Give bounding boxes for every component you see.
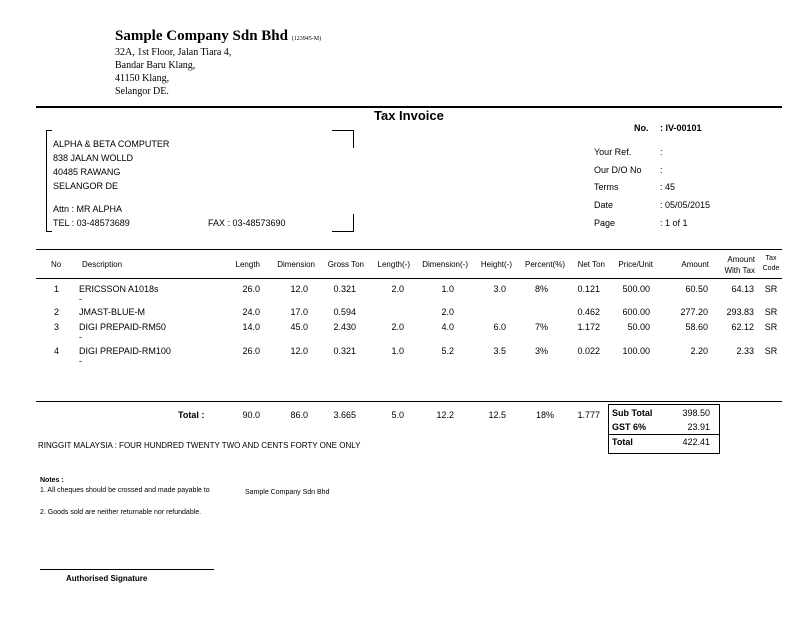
cell-height-minus: 3.5 [493, 346, 506, 356]
info-label-page: Page [594, 218, 616, 228]
customer-bracket-right-bottom [353, 214, 354, 232]
col-header-dimension: Dimension [277, 260, 315, 269]
total-length: 90.0 [242, 410, 260, 420]
notes-line-1: 1. All cheques should be crossed and made payable to [40, 487, 210, 494]
cell-description-sub: - [79, 332, 82, 342]
cell-net-ton: 1.172 [577, 322, 600, 332]
customer-address-line: SELANGOR DE [53, 181, 119, 191]
col-header-amount-with-tax-line: With Tax [724, 266, 755, 275]
cell-description-sub: - [79, 356, 82, 366]
col-header-length: Length [235, 260, 260, 269]
cell-amount: 277.20 [680, 307, 708, 317]
grand-total-value: 422.41 [682, 437, 710, 447]
info-label-do-no: Our D/O No [594, 165, 642, 175]
cell-tax-code: SR [764, 322, 778, 332]
total-dimension-minus: 12.2 [436, 410, 454, 420]
cell-amount: 2.20 [690, 346, 708, 356]
table-header-top-line [36, 249, 782, 250]
customer-block [53, 137, 169, 193]
gst-value: 23.91 [687, 422, 710, 432]
cell-dimension-minus: 1.0 [441, 284, 454, 294]
customer-bracket-tr [332, 130, 354, 131]
signature-line [40, 569, 214, 570]
info-value-page: : 1 of 1 [660, 218, 688, 228]
col-header-net-ton: Net Ton [577, 260, 605, 269]
info-label-terms: Terms [594, 182, 619, 192]
totals-box-divider [608, 434, 719, 435]
company-address-line: Bandar Baru Klang, [115, 60, 196, 71]
col-header-dimension-minus: Dimension(-) [422, 260, 468, 269]
company-name: Sample Company Sdn Bhd (123945-M) [115, 28, 322, 44]
total-label: Total : [178, 410, 205, 420]
cell-dimension-minus: 5.2 [441, 346, 454, 356]
col-header-tax-code [758, 254, 784, 274]
cell-amount-with-tax: 64.13 [731, 284, 754, 294]
cell-no: 3 [54, 322, 60, 332]
cell-amount: 60.50 [685, 284, 708, 294]
info-value-do-no: : [660, 165, 663, 175]
cell-tax-code: SR [764, 346, 778, 356]
info-value-terms: : 45 [660, 182, 676, 192]
col-header-amount-with-tax-line: Amount [727, 255, 755, 264]
document-title: Tax Invoice [374, 108, 444, 123]
notes-title: Notes : [40, 477, 64, 484]
info-label-your-ref: Your Ref. [594, 147, 632, 157]
grand-total-label: Total [612, 437, 633, 447]
cell-net-ton: 0.462 [577, 307, 600, 317]
invoice-no-label: No. [634, 123, 649, 133]
info-value-your-ref: : [660, 147, 663, 157]
col-header-tax-code-line: Tax [765, 255, 777, 262]
cell-gross-ton: 0.321 [333, 346, 356, 356]
cell-dimension: 17.0 [290, 307, 308, 317]
col-header-price-unit: Price/Unit [618, 260, 653, 269]
cell-length-minus: 1.0 [391, 346, 404, 356]
cell-amount: 58.60 [685, 322, 708, 332]
col-header-length-minus: Length(-) [377, 260, 410, 269]
cell-price-unit: 100.00 [622, 346, 650, 356]
total-dimension: 86.0 [290, 410, 308, 420]
total-percent: 18% [535, 410, 554, 420]
table-header-bottom-line [36, 278, 782, 279]
col-header-amount-with-tax [709, 254, 755, 276]
info-value-date: : 05/05/2015 [660, 200, 711, 210]
cell-description: DIGI PREPAID-RM100 [79, 346, 171, 356]
cell-no: 4 [54, 346, 60, 356]
customer-bracket-bl [46, 231, 52, 232]
col-header-no: No [51, 260, 62, 269]
cell-tax-code: SR [764, 307, 778, 317]
cell-length: 24.0 [242, 307, 260, 317]
cell-tax-code: SR [764, 284, 778, 294]
cell-description: JMAST-BLUE-M [79, 307, 146, 317]
invoice-no-value: : IV-00101 [660, 123, 702, 133]
sub-total-value: 398.50 [682, 408, 710, 418]
cell-length: 26.0 [242, 284, 260, 294]
total-net-ton: 1.777 [577, 410, 600, 420]
cell-gross-ton: 2.430 [333, 322, 356, 332]
cell-amount-with-tax: 2.33 [736, 346, 754, 356]
cell-description-sub: - [79, 294, 82, 304]
customer-name: ALPHA & BETA COMPUTER [53, 139, 170, 149]
customer-address-line: 838 JALAN WOLLD [53, 153, 134, 163]
cell-price-unit: 50.00 [627, 322, 650, 332]
col-header-tax-code-line: Code [762, 265, 780, 272]
customer-bracket-tl [46, 130, 52, 131]
cell-no: 2 [54, 307, 60, 317]
company-reg-no: (123945-M) [291, 36, 322, 42]
col-header-percent: Percent(%) [524, 260, 565, 269]
col-header-description: Description [82, 260, 123, 269]
gst-label: GST 6% [612, 422, 647, 432]
cell-length: 14.0 [242, 322, 260, 332]
total-gross-ton: 3.665 [333, 410, 356, 420]
total-length-minus: 5.0 [391, 410, 404, 420]
customer-tel: TEL : 03-48573689 [53, 218, 130, 228]
cell-price-unit: 600.00 [622, 307, 650, 317]
cell-length-minus: 2.0 [391, 284, 404, 294]
sub-total-label: Sub Total [612, 408, 653, 418]
customer-bracket-left [46, 130, 47, 232]
cell-no: 1 [54, 284, 60, 294]
totals-top-line [36, 401, 782, 402]
info-label-date: Date [594, 200, 614, 210]
customer-fax: FAX : 03-48573690 [208, 218, 286, 228]
cell-percent: 8% [534, 284, 548, 294]
col-header-gross-ton: Gross Ton [327, 260, 364, 269]
cell-description: ERICSSON A1018s [79, 284, 159, 294]
cell-amount-with-tax: 293.83 [726, 307, 754, 317]
cell-dimension: 12.0 [290, 284, 308, 294]
cell-height-minus: 3.0 [493, 284, 506, 294]
cell-length-minus: 2.0 [391, 322, 404, 332]
cell-net-ton: 0.022 [577, 346, 600, 356]
cell-dimension-minus: 4.0 [441, 322, 454, 332]
cell-height-minus: 6.0 [493, 322, 506, 332]
cell-description: DIGI PREPAID-RM50 [79, 322, 166, 332]
total-height-minus: 12.5 [488, 410, 506, 420]
company-address-line: 32A, 1st Floor, Jalan Tiara 4, [115, 47, 232, 58]
cell-price-unit: 500.00 [622, 284, 650, 294]
company-address [115, 46, 231, 98]
cell-gross-ton: 0.594 [333, 307, 356, 317]
cell-dimension: 12.0 [290, 346, 308, 356]
cell-length: 26.0 [242, 346, 260, 356]
customer-attn: Attn : MR ALPHA [53, 204, 123, 214]
customer-bracket-right-top [353, 130, 354, 148]
company-address-line: 41150 Klang, [115, 73, 170, 84]
cell-amount-with-tax: 62.12 [731, 322, 754, 332]
notes-payee: Sample Company Sdn Bhd [245, 489, 330, 496]
cell-percent: 3% [534, 346, 548, 356]
customer-address-line: 40485 RAWANG [53, 167, 121, 177]
col-header-height-minus: Height(-) [480, 260, 512, 269]
notes-line-2: 2. Goods sold are neither returnable nor refundable. [40, 509, 202, 516]
signature-label: Authorised Signature [66, 574, 148, 583]
cell-dimension-minus: 2.0 [441, 307, 454, 317]
amount-in-words: RINGGIT MALAYSIA : FOUR HUNDRED TWENTY TWO AND CENTS FORTY ONE ONLY [38, 441, 361, 450]
customer-bracket-br [332, 231, 354, 232]
cell-percent: 7% [534, 322, 548, 332]
cell-dimension: 45.0 [290, 322, 308, 332]
cell-net-ton: 0.121 [577, 284, 600, 294]
cell-gross-ton: 0.321 [333, 284, 356, 294]
company-address-line: Selangor DE. [115, 86, 169, 97]
col-header-amount: Amount [681, 260, 709, 269]
